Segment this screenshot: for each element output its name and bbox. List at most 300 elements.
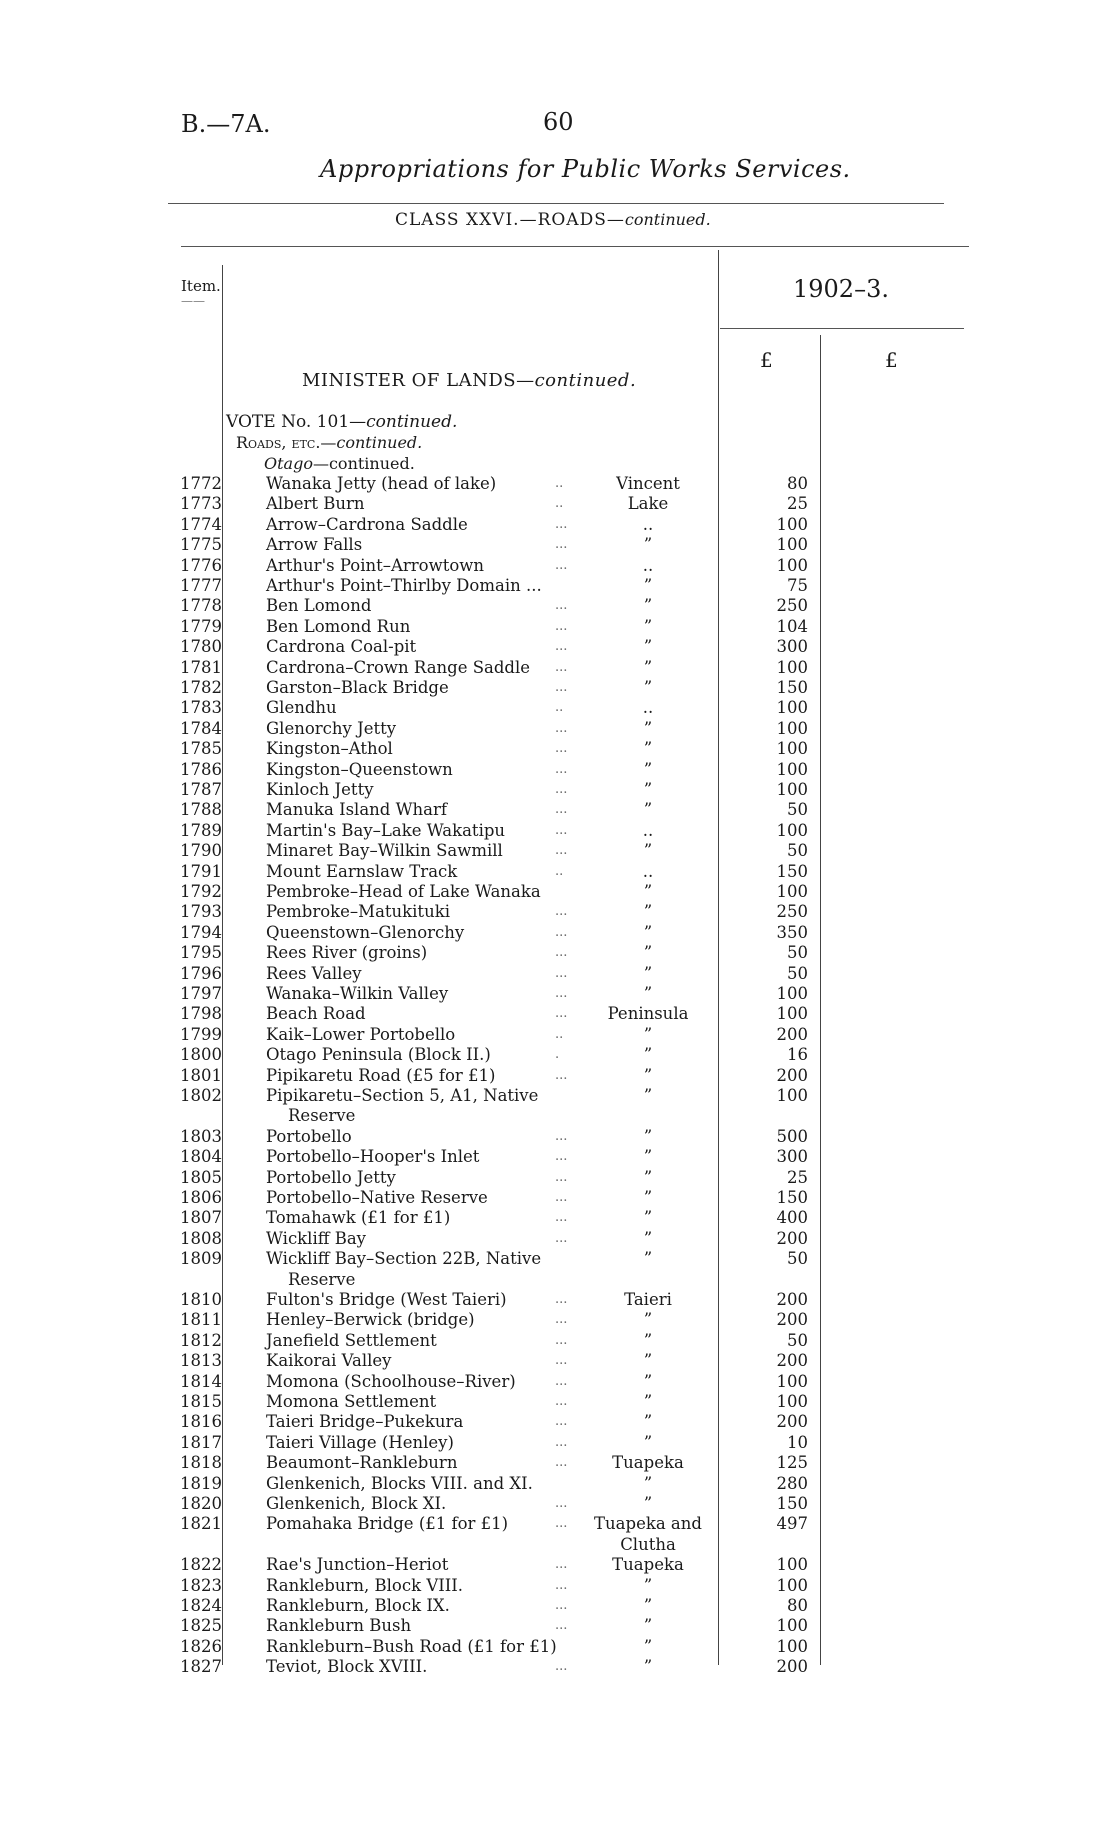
amount: 100: [776, 1086, 808, 1105]
class-heading: [395, 210, 711, 230]
amount: 100: [776, 1555, 808, 1575]
item-description: Pipikaretu Road (£5 for £1): [266, 1065, 496, 1085]
amount: 104: [776, 616, 808, 636]
district: ”: [643, 1045, 653, 1065]
vote-heading-suffix: continued.: [366, 412, 458, 432]
table-row: [0, 739, 1114, 759]
district: ”: [643, 678, 653, 697]
table-row: [0, 1004, 1114, 1024]
district: ”: [643, 1188, 653, 1207]
roads-heading-main: Roads, etc.—: [236, 433, 337, 452]
item-description: Wanaka Jetty (head of lake): [266, 474, 497, 493]
leader-dots: ...: [555, 1006, 568, 1022]
item-number: 1813: [180, 1351, 222, 1371]
district: ”: [643, 1351, 653, 1371]
district: ”: [643, 1636, 653, 1656]
table-row: [0, 494, 1114, 514]
amount: 100: [776, 718, 808, 738]
table-row: [0, 515, 1114, 535]
table-row: [0, 923, 1114, 943]
table-row: [0, 964, 1114, 984]
table-row: [0, 698, 1114, 718]
table-row: [0, 1637, 1114, 1657]
leader-dots: ...: [555, 904, 568, 920]
class-heading-main: CLASS XXVI.—ROADS—: [395, 210, 625, 230]
district: ”: [643, 596, 653, 616]
item-number: 1794: [180, 922, 222, 942]
district: ”: [643, 1412, 653, 1432]
item-description: Otago Peninsula (Block II.): [266, 1045, 491, 1065]
item-number: 1809: [180, 1249, 222, 1269]
leader-dots: ...: [555, 965, 568, 981]
amount: 497: [776, 1514, 808, 1534]
roads-heading-suffix: continued.: [336, 433, 423, 452]
table-row: [0, 1494, 1114, 1514]
page-number: 60: [543, 108, 574, 136]
table-row: [0, 882, 1114, 902]
item-description: Arrow Falls: [266, 535, 363, 555]
district: ”: [643, 1208, 653, 1228]
leader-dots: ...: [555, 782, 568, 797]
table-row: [0, 1351, 1114, 1371]
item-number: 1818: [180, 1453, 222, 1473]
district: ”: [643, 1432, 653, 1452]
amount: 100: [776, 882, 808, 901]
item-number: 1792: [180, 882, 222, 901]
amount: 200: [776, 1065, 808, 1085]
table-row: [0, 556, 1114, 576]
class-heading-suffix: continued.: [624, 210, 711, 229]
item-description: Glenkenich, Blocks VIII. and XI.: [266, 1473, 533, 1493]
item-number: 1819: [180, 1473, 222, 1493]
amount: 250: [776, 596, 808, 616]
leader-dots: ...: [555, 1455, 568, 1471]
district: ”: [643, 1126, 653, 1146]
district: ”: [643, 780, 653, 799]
item-number: 1790: [180, 841, 222, 861]
item-number: 1788: [180, 800, 222, 820]
district: ”: [643, 616, 653, 636]
item-description: Pomahaka Bridge (£1 for £1): [266, 1514, 509, 1534]
leader-dots: ...: [555, 1577, 568, 1593]
minister-heading: [302, 370, 636, 391]
item-number: 1811: [180, 1310, 222, 1330]
table-row: [0, 1474, 1114, 1494]
leader-dots: ...: [555, 1067, 568, 1083]
item-description: Teviot, Block XVIII.: [266, 1657, 428, 1677]
minister-heading-suffix: continued.: [534, 370, 637, 391]
item-description: Mount Earnslaw Track: [266, 861, 458, 881]
minister-heading-main: MINISTER OF LANDS—: [302, 370, 535, 391]
district: ”: [643, 1596, 653, 1615]
item-number: 1801: [180, 1065, 222, 1085]
leader-dots: ...: [555, 618, 568, 634]
district: Tuapeka and: [594, 1514, 702, 1534]
district: ”: [643, 1065, 653, 1085]
leader-dots: ...: [555, 537, 568, 553]
district: ”: [643, 943, 653, 963]
item-description: Pembroke–Matukituki: [266, 902, 450, 922]
item-number: 1817: [180, 1432, 222, 1452]
leader-dots: ...: [555, 1659, 568, 1675]
item-description: Arrow–Cardrona Saddle: [266, 514, 468, 534]
item-number: 1778: [180, 596, 222, 616]
table-row: [0, 1208, 1114, 1228]
table-row: [0, 1453, 1114, 1473]
item-description: Manuka Island Wharf: [266, 800, 448, 820]
table-row: [0, 821, 1114, 841]
amount: 100: [776, 984, 808, 1003]
table-row: [0, 1229, 1114, 1249]
item-description: Cardrona–Crown Range Saddle: [266, 657, 531, 677]
leader-dots: ...: [555, 986, 568, 1001]
table-row: [0, 1045, 1114, 1065]
item-description: Wickliff Bay–Section 22B, Native: [266, 1249, 542, 1269]
amount: 300: [776, 1147, 808, 1167]
amount: 125: [776, 1453, 808, 1473]
district: ”: [643, 902, 653, 922]
amount: 100: [776, 1004, 808, 1024]
leader-dots: ...: [555, 1169, 568, 1185]
item-number: 1780: [180, 637, 222, 657]
item-description: Wanaka–Wilkin Valley: [266, 984, 449, 1003]
leader-dots: ...: [555, 1190, 568, 1205]
amount: 100: [776, 698, 808, 718]
item-number: 1826: [180, 1636, 222, 1656]
item-number: 1776: [180, 555, 222, 575]
table-row-continued: [0, 1535, 1114, 1555]
amount: 10: [787, 1432, 808, 1452]
leader-dots: ...: [555, 720, 568, 736]
item-description: Ben Lomond Run: [266, 616, 411, 636]
leader-dots: ...: [555, 1210, 568, 1226]
amount: 80: [787, 1596, 808, 1615]
amount: 100: [776, 1636, 808, 1656]
table-row: [0, 1412, 1114, 1432]
leader-dots: ...: [555, 1353, 568, 1369]
district: ”: [643, 1249, 653, 1269]
district: ”: [643, 1086, 653, 1105]
district: ..: [642, 861, 654, 881]
amount: 100: [776, 1575, 808, 1595]
item-description: Garston–Black Bridge: [266, 678, 449, 697]
item-number: 1821: [180, 1514, 222, 1534]
table-row: [0, 984, 1114, 1004]
district: Lake: [627, 494, 669, 514]
otago-heading-main: Otago: [264, 454, 313, 473]
item-description: Ben Lomond: [266, 596, 372, 616]
amount: 200: [776, 1351, 808, 1371]
district: ..: [642, 698, 654, 718]
item-column-header: Item.: [181, 277, 221, 295]
item-description: Portobello Jetty: [266, 1167, 396, 1187]
table-row: [0, 760, 1114, 780]
item-number: 1789: [180, 820, 222, 840]
amount: 100: [776, 1392, 808, 1411]
item-number: 1808: [180, 1228, 222, 1248]
item-number: 1814: [180, 1371, 222, 1391]
table-row: [0, 841, 1114, 861]
leader-dots: ..: [555, 476, 564, 491]
table-row: [0, 1392, 1114, 1412]
district: ”: [643, 841, 653, 861]
item-description: Henley–Berwick (bridge): [266, 1310, 475, 1330]
leader-dots: ...: [555, 822, 568, 838]
leader-dots: ...: [555, 680, 568, 695]
item-description: Tomahawk (£1 for £1): [266, 1208, 451, 1228]
district: ”: [643, 1657, 653, 1677]
table-row: [0, 1066, 1114, 1086]
vote-heading-main: VOTE No. 101—: [226, 412, 367, 432]
leader-dots: ...: [555, 1394, 568, 1409]
district: Taieri: [624, 1290, 672, 1309]
item-number: 1812: [180, 1330, 222, 1350]
table-row: [0, 658, 1114, 678]
item-description: Portobello: [266, 1126, 352, 1146]
item-number: 1782: [180, 678, 222, 697]
district: ”: [643, 1310, 653, 1330]
amount: 150: [776, 1494, 808, 1513]
leader-dots: ...: [555, 924, 568, 940]
item-description: Glenkenich, Block XI.: [266, 1494, 447, 1513]
item-description: Pembroke–Head of Lake Wanaka: [266, 882, 541, 901]
amount: 50: [787, 800, 808, 820]
rule-class: [181, 246, 969, 247]
item-description: Fulton's Bridge (West Taieri): [266, 1290, 507, 1309]
table-row: [0, 1555, 1114, 1575]
item-description: Momona Settlement: [266, 1392, 437, 1411]
amount: 100: [776, 1616, 808, 1636]
table-row: [0, 1025, 1114, 1045]
item-number: 1787: [180, 780, 222, 799]
item-column-dash: ——: [181, 294, 205, 308]
item-number: 1802: [180, 1086, 222, 1105]
district: Vincent: [616, 474, 680, 493]
item-number: 1804: [180, 1147, 222, 1167]
district: Peninsula: [607, 1004, 689, 1024]
item-number: 1827: [180, 1657, 222, 1677]
district: ”: [643, 1371, 653, 1391]
table-row: [0, 719, 1114, 739]
leader-dots: ..: [555, 496, 564, 512]
otago-heading-suffix: —continued.: [312, 454, 415, 473]
item-description: Arthur's Point–Thirlby Domain ...: [266, 576, 542, 595]
item-description: Momona (Schoolhouse–River): [266, 1371, 516, 1391]
item-number: 1825: [180, 1616, 222, 1636]
document-code: B.—7A.: [181, 110, 271, 138]
item-number: 1779: [180, 616, 222, 636]
amount: 50: [787, 943, 808, 963]
table-row: [0, 474, 1114, 494]
amount: 75: [787, 576, 808, 595]
item-description: Rankleburn–Bush Road (£1 for £1): [266, 1636, 557, 1656]
item-description: Pipikaretu–Section 5, A1, Native: [266, 1086, 539, 1105]
leader-dots: .: [555, 1047, 560, 1063]
table-row: [0, 1514, 1114, 1534]
leader-dots: ..: [555, 863, 564, 879]
amount: 50: [787, 841, 808, 861]
rule-top: [168, 203, 944, 204]
amount: 100: [776, 820, 808, 840]
district: ”: [643, 1616, 653, 1636]
table-row: [0, 678, 1114, 698]
item-description: Kinloch Jetty: [266, 780, 374, 799]
item-number: 1795: [180, 943, 222, 963]
item-description: Kaik–Lower Portobello: [266, 1024, 456, 1044]
table-row: [0, 637, 1114, 657]
amount: 100: [776, 657, 808, 677]
item-number: 1791: [180, 861, 222, 881]
table-row: [0, 862, 1114, 882]
district: ”: [643, 882, 653, 901]
item-description: Wickliff Bay: [266, 1228, 366, 1248]
leader-dots: ...: [555, 557, 568, 573]
table-row: [0, 1310, 1114, 1330]
district: Tuapeka: [612, 1555, 684, 1575]
district-continued: Clutha: [620, 1534, 676, 1554]
item-description: Martin's Bay–Lake Wakatipu: [266, 820, 506, 840]
item-description: Rae's Junction–Heriot: [266, 1555, 449, 1575]
amount: 200: [776, 1228, 808, 1248]
item-description: Janefield Settlement: [266, 1330, 437, 1350]
item-description: Taieri Bridge–Pukekura: [266, 1412, 464, 1432]
district: ”: [643, 718, 653, 738]
amount: 16: [787, 1045, 808, 1065]
table-row: [0, 617, 1114, 637]
table-row: [0, 780, 1114, 800]
district: ”: [643, 657, 653, 677]
item-number: 1820: [180, 1494, 222, 1513]
item-description: Arthur's Point–Arrowtown: [266, 555, 485, 575]
item-number: 1772: [180, 474, 222, 493]
item-description: Portobello–Native Reserve: [266, 1188, 488, 1207]
leader-dots: ..: [555, 700, 564, 716]
district: ”: [643, 1024, 653, 1044]
amount: 200: [776, 1412, 808, 1432]
table-row: [0, 902, 1114, 922]
leader-dots: ...: [555, 1149, 568, 1165]
item-description: Rees River (groins): [266, 943, 428, 963]
district: ”: [643, 759, 653, 779]
leader-dots: ...: [555, 843, 568, 859]
page-title: Appropriations for Public Works Services.: [320, 155, 851, 183]
table-row: [0, 1616, 1114, 1636]
item-description: Kaikorai Valley: [266, 1351, 392, 1371]
amount: 25: [787, 1167, 808, 1187]
table-row: [0, 1331, 1114, 1351]
table-row: [0, 943, 1114, 963]
item-number: 1793: [180, 902, 222, 922]
table-row: [0, 1290, 1114, 1310]
amount: 200: [776, 1024, 808, 1044]
item-number: 1807: [180, 1208, 222, 1228]
district: ”: [643, 1392, 653, 1411]
item-description: Rankleburn, Block VIII.: [266, 1575, 464, 1595]
leader-dots: ...: [555, 1516, 568, 1532]
table-row: [0, 1657, 1114, 1677]
item-description: Portobello–Hooper's Inlet: [266, 1147, 480, 1167]
item-number: 1775: [180, 535, 222, 555]
district: ”: [643, 1147, 653, 1167]
table-row: [0, 1188, 1114, 1208]
item-description: Rees Valley: [266, 963, 362, 983]
vote-heading: [226, 412, 457, 432]
amount: 150: [776, 861, 808, 881]
item-number: 1816: [180, 1412, 222, 1432]
leader-dots: ...: [555, 1373, 568, 1389]
amount: 80: [787, 474, 808, 493]
amount: 350: [776, 922, 808, 942]
leader-dots: ...: [555, 598, 568, 614]
leader-dots: ...: [555, 639, 568, 655]
leader-dots: ...: [555, 1434, 568, 1450]
item-number: 1803: [180, 1126, 222, 1146]
amount: 100: [776, 780, 808, 799]
district: ”: [643, 576, 653, 595]
table-row: [0, 576, 1114, 596]
district: ..: [642, 555, 654, 575]
table-row: [0, 1086, 1114, 1106]
item-description: Cardrona Coal-pit: [266, 637, 417, 657]
leader-dots: ...: [555, 1557, 568, 1573]
leader-dots: ...: [555, 1292, 568, 1307]
item-number: 1815: [180, 1392, 222, 1411]
item-description: Albert Burn: [266, 494, 365, 514]
item-number: 1805: [180, 1167, 222, 1187]
item-number: 1786: [180, 759, 222, 779]
amount: 500: [776, 1126, 808, 1146]
leader-dots: ...: [555, 761, 568, 777]
table-row: [0, 1127, 1114, 1147]
district: ..: [642, 514, 654, 534]
leader-dots: ...: [555, 1414, 568, 1430]
table-row: [0, 1147, 1114, 1167]
table-row: [0, 1372, 1114, 1392]
district: ”: [643, 1473, 653, 1493]
district: ”: [643, 800, 653, 820]
otago-heading: [264, 454, 415, 473]
amount: 150: [776, 1188, 808, 1207]
leader-dots: ...: [555, 1332, 568, 1348]
item-description: Glenorchy Jetty: [266, 718, 397, 738]
leader-dots: ...: [555, 802, 568, 818]
district: ..: [642, 820, 654, 840]
amount: 280: [776, 1473, 808, 1493]
item-description-continued: Reserve: [288, 1269, 356, 1289]
item-number: 1781: [180, 657, 222, 677]
amount: 150: [776, 678, 808, 697]
year-column-header: 1902–3.: [793, 275, 889, 303]
item-number: 1810: [180, 1290, 222, 1309]
leader-dots: ..: [555, 1026, 564, 1042]
district: ”: [643, 1167, 653, 1187]
amount: 400: [776, 1208, 808, 1228]
pound-column-left: £: [760, 348, 773, 372]
leader-dots: ...: [555, 1496, 568, 1511]
amount: 50: [787, 963, 808, 983]
district: ”: [643, 1575, 653, 1595]
amount: 100: [776, 1371, 808, 1391]
item-description: Queenstown–Glenorchy: [266, 922, 465, 942]
table-row: [0, 1249, 1114, 1269]
amount: 50: [787, 1330, 808, 1350]
district: ”: [643, 984, 653, 1003]
amount: 100: [776, 535, 808, 555]
leader-dots: ...: [555, 1312, 568, 1328]
amount: 250: [776, 902, 808, 922]
table-row: [0, 596, 1114, 616]
district: Tuapeka: [612, 1453, 684, 1473]
